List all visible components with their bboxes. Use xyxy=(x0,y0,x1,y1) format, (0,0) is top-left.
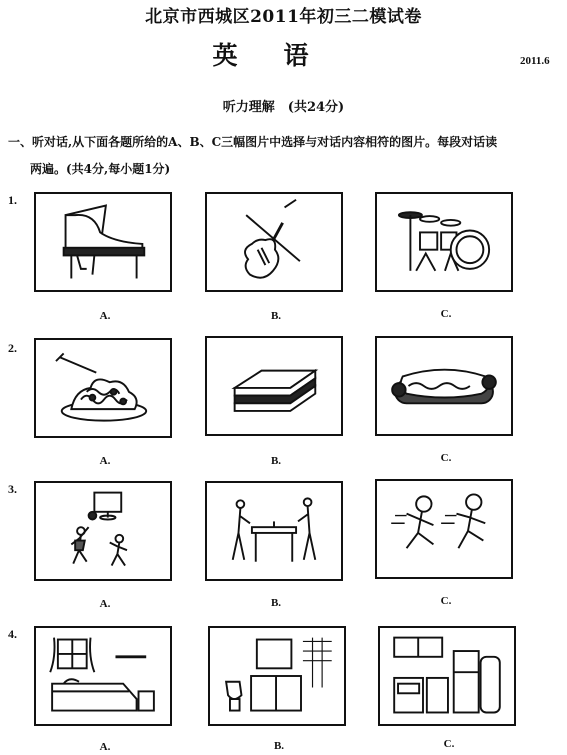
option-label: A. xyxy=(99,310,111,322)
option-label: A. xyxy=(99,741,111,753)
bedroom-icon xyxy=(34,626,172,726)
subject-title: 英语 xyxy=(212,41,355,70)
spaghetti-icon xyxy=(34,338,172,438)
option-label: C. xyxy=(440,452,452,464)
basketball-icon xyxy=(34,481,172,581)
instruction-line-1: 一、听对话,从下面各题所给的A、B、C三幅图片中选择与对话内容相符的图片。每段对话读 xyxy=(8,135,498,149)
hot-dog-icon xyxy=(375,336,513,436)
exam-date: 2011.6 xyxy=(520,55,550,67)
question-number: 4. xyxy=(8,627,17,641)
instruction-line-2: 两遍。(共4分,每小题1分) xyxy=(30,162,171,176)
option-label: A. xyxy=(99,455,111,467)
question-number: 2. xyxy=(8,341,17,355)
drum-kit-icon xyxy=(375,192,513,292)
section-heading: 听力理解 (共24分) xyxy=(222,100,345,115)
kitchen-icon xyxy=(378,626,516,726)
option-label: B. xyxy=(270,597,282,609)
bathroom-icon xyxy=(208,626,346,726)
running-icon xyxy=(375,479,513,579)
question-number: 3. xyxy=(8,482,17,496)
option-label: B. xyxy=(273,740,285,752)
table-tennis-icon xyxy=(205,481,343,581)
option-label: C. xyxy=(440,595,452,607)
option-label: B. xyxy=(270,455,282,467)
exam-title: 北京市西城区2011年初三二模试卷 xyxy=(145,7,422,27)
piano-icon xyxy=(34,192,172,292)
option-label: B. xyxy=(270,310,282,322)
violin-icon xyxy=(205,192,343,292)
question-number: 1. xyxy=(8,193,17,207)
option-label: C. xyxy=(443,738,455,750)
option-label: C. xyxy=(440,308,452,320)
sandwich-icon xyxy=(205,336,343,436)
option-label: A. xyxy=(99,598,111,610)
